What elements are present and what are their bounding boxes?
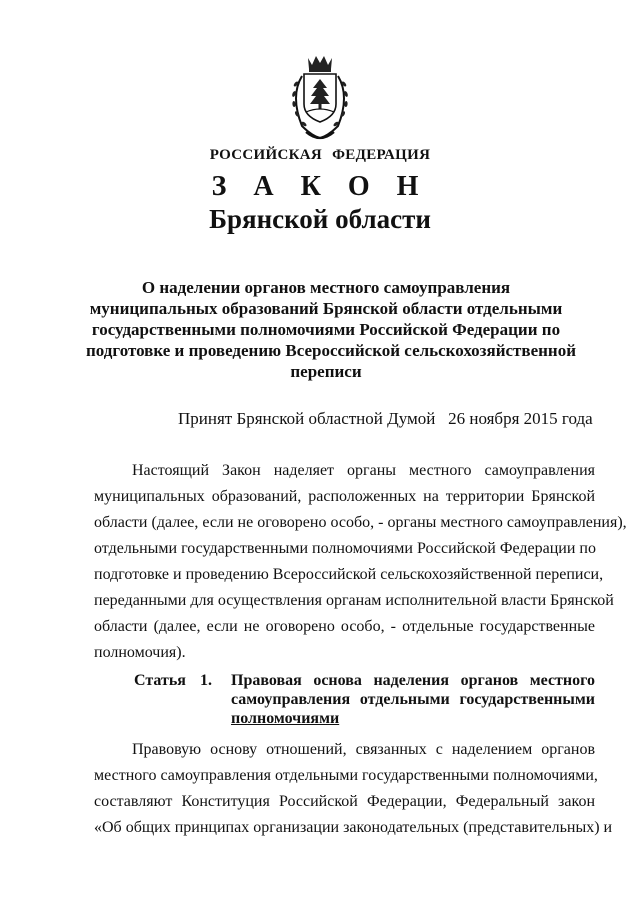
law-title-line: подготовке и проведению Всероссийской сельскохозяйственной	[86, 341, 577, 360]
country-heading: РОССИЙСКАЯ ФЕДЕРАЦИЯ	[209, 147, 431, 163]
paragraph-line: отдельными государственными полномочиями Российской Федерации по	[94, 540, 596, 557]
paragraph-line: местного самоуправления отдельными государственными полномочиями,	[94, 767, 598, 784]
region-heading: Брянской области	[209, 204, 431, 234]
article-1-paragraph	[94, 737, 613, 841]
paragraph-line: полномочия).	[94, 644, 186, 661]
paragraph-line: муниципальных образований, расположенных на территории Брянской	[94, 488, 595, 505]
law-title-line: переписи	[290, 362, 362, 381]
paragraph-line: составляют Конституция Российской Федерации, Федеральный закон	[94, 793, 595, 810]
article-title-line: самоуправления отдельными государственными	[231, 691, 595, 708]
adoption-line: Принят Брянской областной Думой 26 ноября 2015 года	[178, 409, 593, 428]
paragraph-line: области (далее, если не оговорено особо, - органы местного самоуправления),	[94, 514, 627, 531]
coat-of-arms-emblem	[282, 52, 358, 146]
paragraph-line: области (далее, если не оговорено особо, - отдельные государственные	[94, 618, 595, 635]
paragraph-line: переданными для осуществления органам исполнительной власти Брянской	[94, 592, 614, 609]
law-title	[86, 277, 577, 382]
article-title-line: Правовая основа наделения органов местного	[231, 672, 595, 689]
paragraph-line: Правовую основу отношений, связанных с наделением органов	[132, 741, 595, 758]
law-title-line: муниципальных образований Брянской области отдельными	[89, 299, 563, 318]
article-title	[231, 671, 595, 728]
paragraph-line: «Об общих принципах организации законодательных (представительных) и	[94, 819, 613, 836]
preamble-paragraph	[94, 458, 627, 666]
article-title-line: полномочиями	[231, 710, 340, 727]
law-heading: З А К О Н	[211, 171, 429, 202]
article-label: Статья 1.	[134, 672, 212, 689]
paragraph-line: подготовке и проведению Всероссийской сельскохозяйственной переписи,	[94, 566, 604, 583]
law-title-line: государственными полномочиями Российской Федерации по	[91, 320, 561, 339]
law-title-line: О наделении органов местного самоуправления	[141, 278, 511, 297]
paragraph-line: Настоящий Закон наделяет органы местного самоуправления	[132, 462, 595, 479]
